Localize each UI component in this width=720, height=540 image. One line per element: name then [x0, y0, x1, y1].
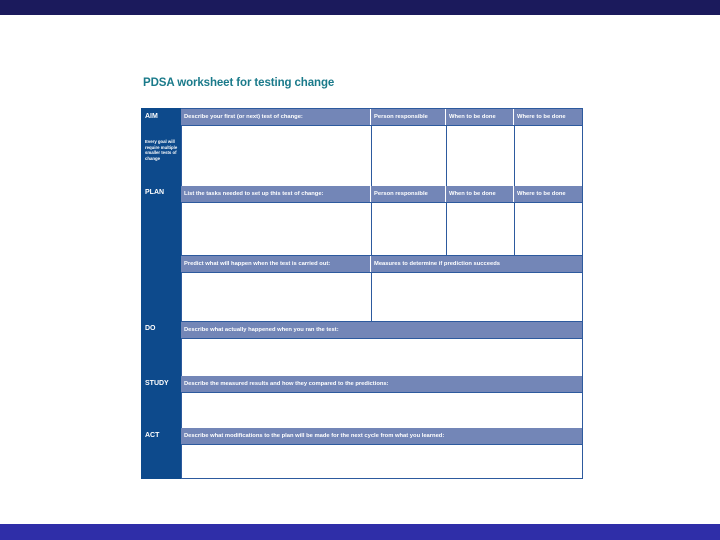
act-header: Describe what modifications to the plan will be made for the next cycle from what you learned:	[181, 428, 582, 444]
predict-header: Predict what will happen when the test is carried out:	[181, 256, 371, 272]
plan-when-header: When to be done	[446, 186, 514, 202]
side-panel	[141, 108, 181, 479]
plan-tasks-field[interactable]	[181, 202, 372, 256]
aim-where-field[interactable]	[514, 125, 583, 187]
measures-header: Measures to determine if prediction succeeds	[371, 256, 582, 272]
aim-label: AIM	[145, 113, 158, 120]
study-header: Describe the measured results and how they compared to the predictions:	[181, 376, 582, 392]
aim-describe-field[interactable]	[181, 125, 372, 187]
plan-when-field[interactable]	[446, 202, 515, 256]
act-field[interactable]	[181, 444, 583, 479]
aim-where-header: Where to be done	[514, 109, 582, 125]
worksheet-title: PDSA worksheet for testing change	[143, 77, 335, 89]
do-label: DO	[145, 325, 156, 332]
measures-field[interactable]	[371, 272, 583, 322]
plan-person-field[interactable]	[371, 202, 447, 256]
plan-label: PLAN	[145, 189, 165, 196]
do-header: Describe what actually happened when you ran the test:	[181, 322, 582, 338]
study-field[interactable]	[181, 392, 583, 429]
bottom-bar	[0, 524, 720, 540]
do-field[interactable]	[181, 338, 583, 377]
aim-person-header: Person responsible	[371, 109, 446, 125]
study-label: STUDY	[145, 380, 169, 387]
aim-person-field[interactable]	[371, 125, 447, 187]
act-label: ACT	[145, 432, 160, 439]
top-bar	[0, 0, 720, 15]
plan-where-field[interactable]	[514, 202, 583, 256]
aim-describe-header: Describe your first (or next) test of change:	[181, 109, 371, 125]
predict-field[interactable]	[181, 272, 372, 322]
plan-tasks-header: List the tasks needed to set up this test of change:	[181, 186, 371, 202]
plan-person-header: Person responsible	[371, 186, 446, 202]
plan-where-header: Where to be done	[514, 186, 582, 202]
aim-note: Every goal will require multiple smaller tests of change	[145, 139, 178, 161]
aim-when-field[interactable]	[446, 125, 515, 187]
aim-when-header: When to be done	[446, 109, 514, 125]
